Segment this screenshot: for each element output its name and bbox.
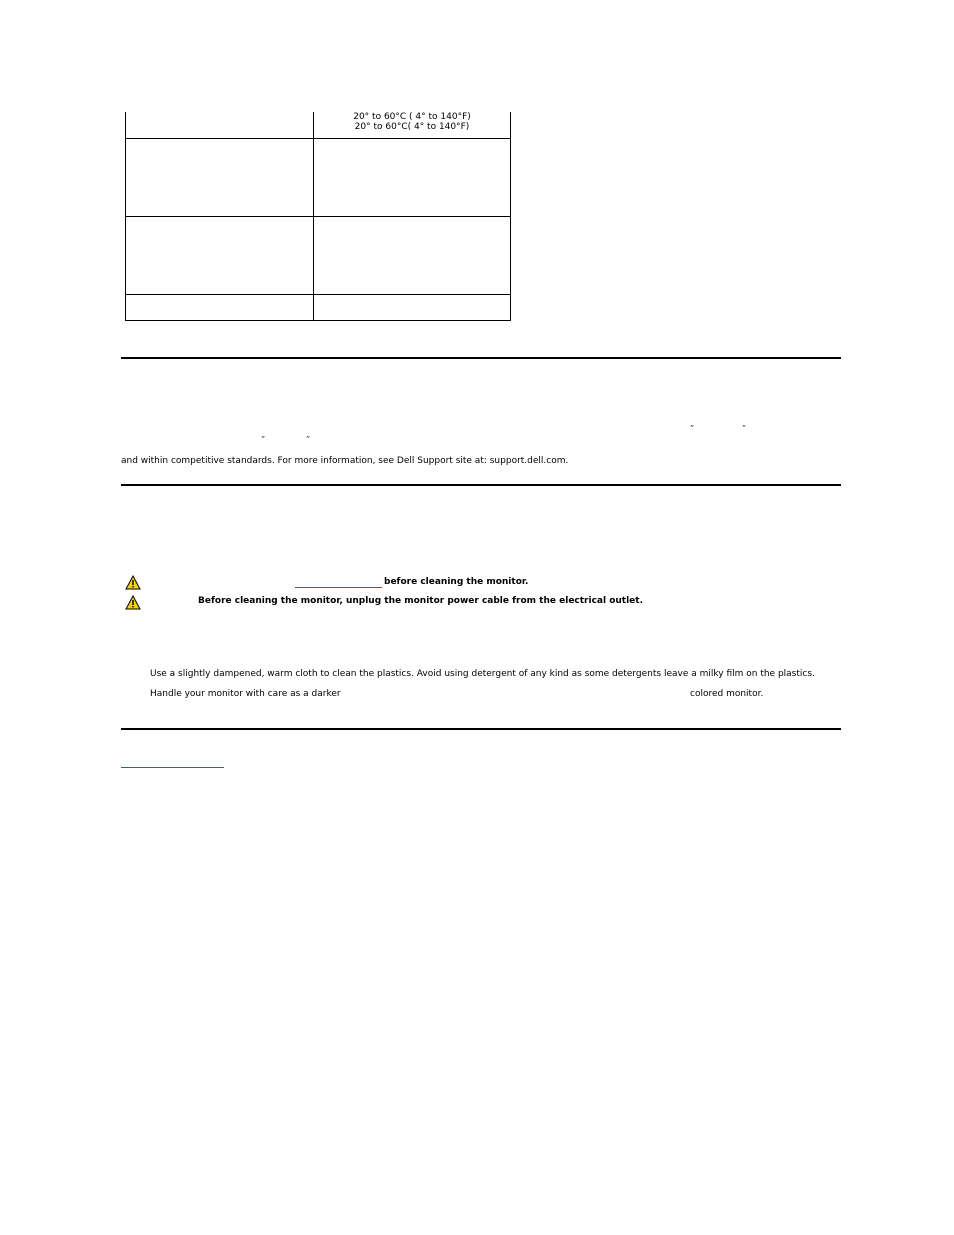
- cleaning-step: Use a slightly dampened, warm cloth to clean the plastics. Avoid using detergent of any kind as some detergents leave a milky film on the plastics.: [150, 669, 815, 679]
- quote-mark: ”: [742, 424, 747, 433]
- table-cell-value: [314, 139, 511, 217]
- caution-triangle-icon: [125, 575, 141, 590]
- section-divider: [121, 728, 841, 730]
- caution-triangle-icon: [125, 595, 141, 610]
- caution-text: Before cleaning the monitor, unplug the monitor power cable from the electrical outlet.: [198, 596, 644, 606]
- table-cell-value: [314, 295, 511, 321]
- table-row: [126, 217, 511, 295]
- table-cell-label: [126, 112, 314, 139]
- quote-mark: ”: [261, 435, 266, 444]
- section-divider: [121, 484, 841, 486]
- specifications-table: [125, 112, 511, 321]
- cleaning-step: Handle your monitor with care as a darker: [150, 689, 341, 699]
- cleaning-step: colored monitor.: [690, 689, 764, 699]
- support-paragraph: and within competitive standards. For more information, see Dell Support site at: support.dell.com.: [121, 456, 569, 466]
- table-cell-label: [126, 217, 314, 295]
- temperature-value-line-1: 20° to 60°C ( 4° to 140°F): [353, 112, 471, 122]
- temperature-value-line-2: 20° to 60°C( 4° to 140°F): [354, 122, 470, 132]
- table-cell-label: [126, 295, 314, 321]
- table-cell-label: [126, 139, 314, 217]
- table-row: [126, 295, 511, 321]
- caution-text: before cleaning the monitor.: [384, 577, 529, 587]
- table-row: [126, 139, 511, 217]
- table-row: [126, 112, 511, 139]
- back-to-contents-link[interactable]: [121, 767, 224, 768]
- quote-mark: ”: [306, 435, 311, 444]
- quote-mark: ”: [690, 424, 695, 433]
- table-cell-value: [314, 112, 511, 139]
- safety-instructions-link[interactable]: [295, 587, 382, 588]
- table-cell-value: [314, 217, 511, 295]
- section-divider: [121, 357, 841, 359]
